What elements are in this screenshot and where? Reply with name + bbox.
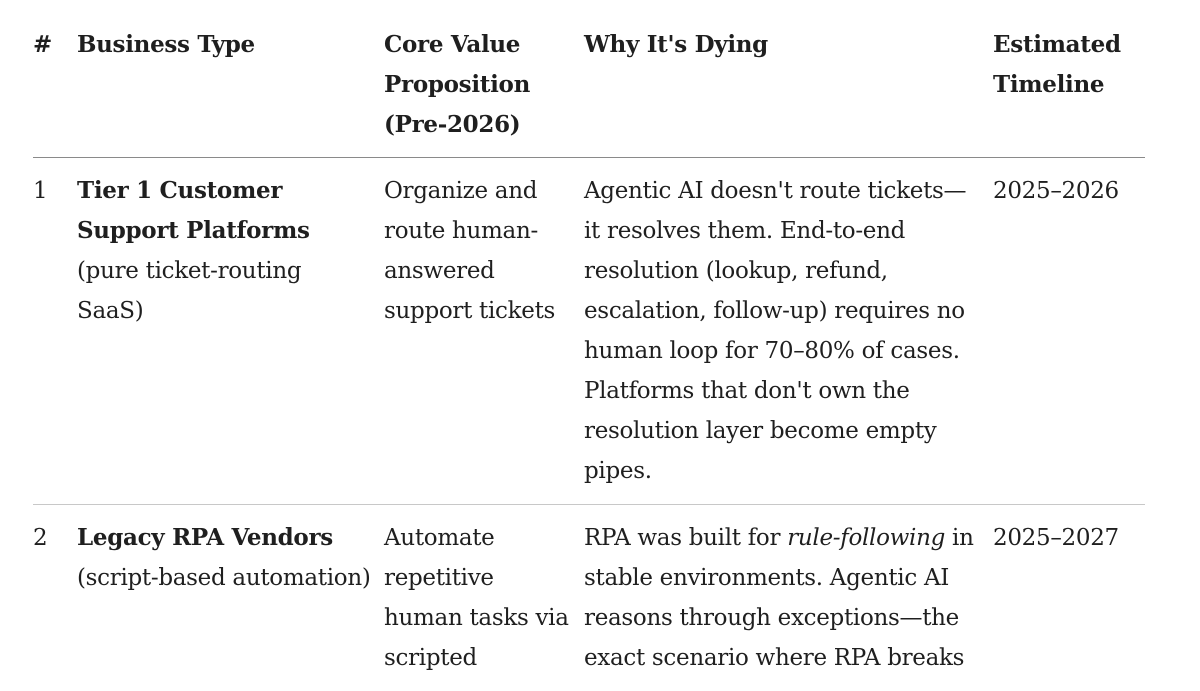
- header-timeline: Estimated Timeline: [993, 25, 1145, 158]
- why-text-start: RPA was built for: [584, 525, 787, 551]
- timeline-cell: 2025–2026: [993, 158, 1145, 505]
- business-type-cell: [77, 505, 384, 691]
- row-number: 2: [33, 505, 77, 691]
- table-row: [33, 505, 1145, 691]
- header-number: #: [33, 25, 77, 158]
- why-dying-cell: [584, 505, 993, 691]
- header-business-type: Business Type: [77, 25, 384, 158]
- row-number: 1: [33, 158, 77, 505]
- header-row: [33, 25, 1145, 158]
- core-value-cell: Automate repetitive human tasks via scripted: [384, 505, 584, 691]
- table-header: [33, 25, 1145, 158]
- header-core-value: Core Value Proposition (Pre-2026): [384, 25, 584, 158]
- business-type-name: Legacy RPA Vendors: [77, 524, 333, 551]
- business-type-name: Tier 1 Customer Support Platforms: [77, 177, 310, 244]
- core-value-cell: Organize and route human-answered support tickets: [384, 158, 584, 505]
- timeline-cell: 2025–2027: [993, 505, 1145, 691]
- business-type-note: (pure ticket-routing SaaS): [77, 258, 301, 324]
- why-dying-cell: Agentic AI doesn't route tickets—it resolves them. End-to-end resolution (lookup, refund, escalation, follow-up) requires no human loop for 70–80% of cases. Platforms that don't own the resolution layer become empty pipes.: [584, 158, 993, 505]
- table-row: [33, 158, 1145, 505]
- business-table: [33, 25, 1145, 691]
- why-text-end: in stable environments. Agentic AI reasons through exceptions—the exact scenario where RPA breaks: [584, 525, 974, 671]
- business-type-note: (script-based automation): [77, 565, 371, 591]
- header-why-dying: Why It's Dying: [584, 25, 993, 158]
- why-text-emphasis: rule-following: [787, 525, 945, 551]
- business-type-cell: [77, 158, 384, 505]
